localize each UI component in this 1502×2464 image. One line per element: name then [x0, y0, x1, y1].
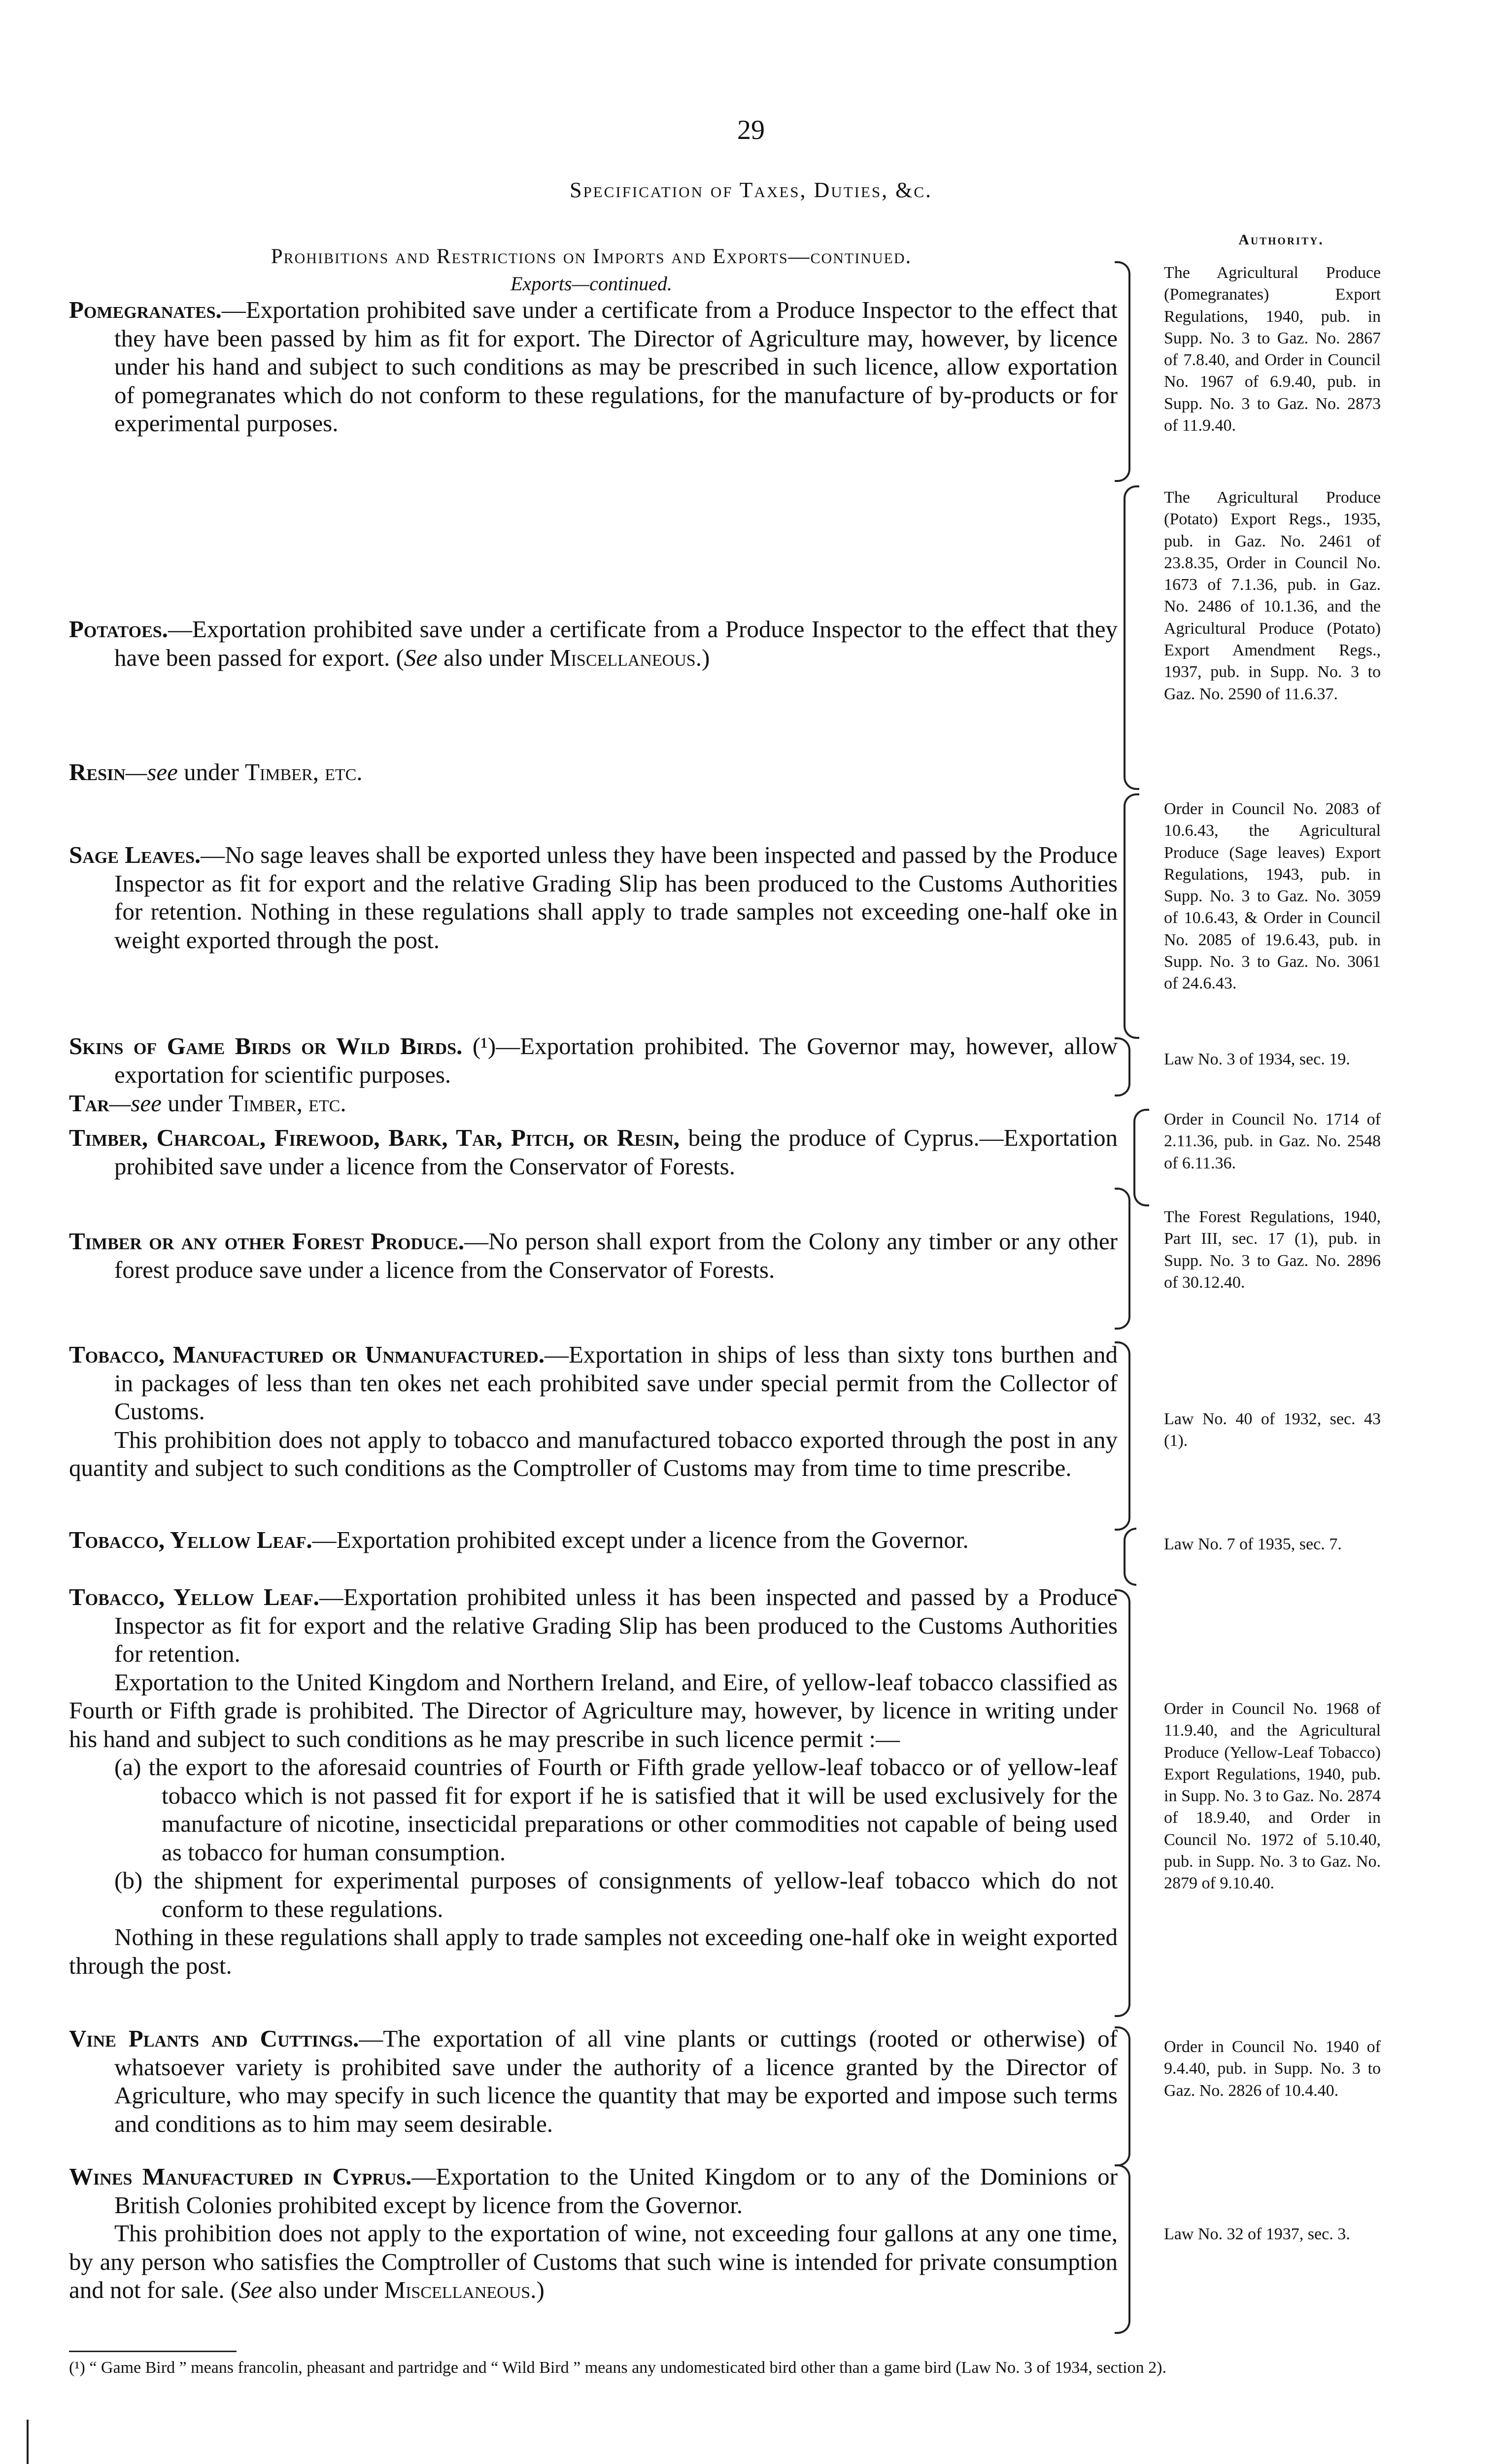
brace: [1124, 1528, 1136, 1586]
entry-title: Pomegranates.: [69, 296, 222, 323]
footnote-rule: [69, 2351, 237, 2352]
margin-mark: [27, 2420, 29, 2464]
footnote: [69, 2351, 1400, 2379]
entry-sage-leaves: Sage Leaves.—No sage leaves shall be exported unless they have been inspected and passed by the Produce Inspector as fit for export and the relative Grading Slip has been produced to the Customs Authorities for retention. Nothing in these regulations shall apply to trade samples not exceeding one-half oke in weight exported through the post.: [69, 841, 1118, 954]
brace: [1115, 1341, 1130, 1531]
authority-tobacco-manufactured: Law No. 40 of 1932, sec. 43 (1).: [1164, 1410, 1381, 1450]
entry-tobacco-manufactured: Tobacco, Manufactured or Unmanufactured.—Exportation in ships of less than sixty tons burthen and in packages of less than ten okes net each prohibited save under special permit from the Collector of Customs. This prohibition does not apply to tobacco and manufactured tobacco exported through the post in any quantity and subject to such conditions as the Comptroller of Customs may from time to time prescribe.: [69, 1341, 1118, 1481]
footnote-marker: (¹): [69, 2359, 85, 2377]
brace: [1115, 2164, 1130, 2334]
authority-wines: Law No. 32 of 1937, sec. 3.: [1164, 2225, 1350, 2243]
brace: [1115, 1037, 1130, 1096]
authority-column-heading: Authority.: [1238, 232, 1324, 248]
entry-text: —Exportation prohibited save under a certificate from a Produce Inspector to the effect that they have been passed by him as fit for export. The Director of Agriculture may, however, by licence under his hand and subject to such conditions as may be prescribed in such licence, allow exportation of pomegranates which do not conform to these regulations, for the manufacture of by-products or for experimental purposes.: [114, 296, 1118, 437]
authority-pomegranates: The Agricultural Produce (Pomegranates) Export Regulations, 1940, pub. in Supp. No. 3 to Gaz. No. 2867 of 7.8.40, and Order in Council No. 1967 of 6.9.40, pub. in Supp. No. 3 to Gaz. No. 2873 of 11.9.40.: [1164, 264, 1381, 435]
brace: [1124, 485, 1139, 790]
entry-timber-charcoal: Timber, Charcoal, Firewood, Bark, Tar, Pitch, or Resin, being the produce of Cyprus.—Exportation prohibited save under a licence from the Conservator of Forests.: [69, 1124, 1118, 1180]
brace: [1115, 261, 1130, 482]
sub-heading: Exports—continued.: [511, 273, 672, 295]
brace: [1133, 1109, 1149, 1206]
entry-title: Tobacco, Yellow Leaf.: [69, 1583, 319, 1610]
sub-item-b: (b) the shipment for experimental purposes of consignments of yellow-leaf tobacco which do not conform to these regulations.: [114, 1867, 1118, 1922]
entry-tobacco-yellow-leaf-inspection: Tobacco, Yellow Leaf.—Exportation prohibited unless it has been inspected and passed by a Produce Inspector as fit for export and the relative Grading Slip has been produced to the Customs Authorities for retention. Exportation to the United Kingdom and Northern Ireland, and Eire, of yellow-leaf tobacco classified as Fourth or Fifth grade is prohibited. The Director of Agriculture may, however, by licence in writing under his hand and subject to such conditions as he may prescribe in such licence permit :— (a) the export to the aforesaid countries of Fourth or Fifth grade yellow-leaf tobacco or of yellow-leaf tobacco which is not passed fit for export if he is satisfied that it will be used exclusively for the manufacture of nicotine, insecticidal preparations or other commodities not capable of being used as tobacco for human consumption. (b) the shipment for experimental purposes of consignments of yellow-leaf tobacco which do not conform to these regulations. Nothing in these regulations shall apply to trade samples not exceeding one-half oke in weight exported through the post.: [69, 1583, 1118, 1979]
authority-timber-charcoal: Order in Council No. 1714 of 2.11.36, pub. in Gaz. No. 2548 of 6.11.36.: [1164, 1110, 1381, 1172]
entry-timber-forest: Timber or any other Forest Produce.—No person shall export from the Colony any timber or any other forest produce save under a licence from the Conservator of Forests.: [69, 1228, 1118, 1283]
entry-title: Sage Leaves.: [69, 841, 201, 868]
entry-wines: Wines Manufactured in Cyprus.—Exportation to the United Kingdom or to any of the Dominions or British Colonies prohibited except by licence from the Governor. This prohibition does not apply to the exportation of wine, not exceeding four gallons at any one time, by any person who satisfies the Comptroller of Customs that such wine is intended for private consumption and not for sale. (See also under Miscellaneous.): [69, 2163, 1118, 2303]
authority-tobacco-yellow-leaf-inspection: Order in Council No. 1968 of 11.9.40, and the Agricultural Produce (Yellow-Leaf Tobacco) Export Regulations, 1940, pub. in Supp. No. 3 to Gaz. No. 2874 of 18.9.40, and Order in Council No. 1972 of 5.10.40, pub. in Supp. No. 3 to Gaz. No. 2879 of 9.10.40.: [1164, 1700, 1381, 1893]
section-heading: Prohibitions and Restrictions on Imports and Exports—continued.: [271, 245, 912, 268]
entry-vine-plants: Vine Plants and Cuttings.—The exportation of all vine plants or cuttings (rooted or otherwise) of whatsoever variety is prohibited save under the authority of a licence granted by the Director of Agriculture, who may specify in such licence the quantity that may be exported and impose such terms and conditions as to him may seem desirable.: [69, 2025, 1118, 2137]
entry-resin: Resin—see under Timber, etc.: [69, 758, 363, 786]
entry-title: Vine Plants and Cuttings.: [69, 2025, 359, 2052]
authority-skins-of-birds: Law No. 3 of 1934, sec. 19.: [1164, 1050, 1350, 1068]
brace: [1124, 793, 1139, 1039]
entry-title: Timber, Charcoal, Firewood, Bark, Tar, Pitch, or Resin,: [69, 1124, 680, 1151]
page-number: 29: [737, 115, 765, 145]
entry-potatoes: Potatoes.—Exportation prohibited save under a certificate from a Produce Inspector to the effect that they have been passed for export. (See also under Miscellaneous.): [69, 616, 1118, 671]
authority-tobacco-yellow-leaf-licence: Law No. 7 of 1935, sec. 7.: [1164, 1535, 1342, 1553]
running-title: Specification of Taxes, Duties, &c.: [569, 178, 933, 202]
entry-title: Timber or any other Forest Produce.: [69, 1228, 465, 1255]
entry-pomegranates: [69, 296, 1118, 438]
sub-item-a: (a) the export to the aforesaid countries of Fourth or Fifth grade yellow-leaf tobacco or of yellow-leaf tobacco which is not passed fit for export if he is satisfied that it will be used exclusively for the manufacture of nicotine, insecticidal preparations or other commodities not capable of being used as tobacco for human consumption.: [114, 1753, 1118, 1866]
footnote-text: “ Game Bird ” means francolin, pheasant and partridge and “ Wild Bird ” means any undomesticated bird other than a game bird (Law No. 3 of 1934, section 2).: [85, 2359, 1166, 2377]
entry-title: Wines Manufactured in Cyprus.: [69, 2163, 412, 2190]
entry-title: Tobacco, Yellow Leaf.: [69, 1526, 312, 1553]
entry-title: Tobacco, Manufactured or Unmanufactured.: [69, 1341, 545, 1368]
brace: [1115, 1589, 1130, 2017]
authority-sage-leaves: Order in Council No. 2083 of 10.6.43, the Agricultural Produce (Sage leaves) Export Regulations, 1943, pub. in Supp. No. 3 to Gaz. No. 3059 of 10.6.43, & Order in Council No. 2085 of 19.6.43, pub. in Supp. No. 3 to Gaz. No. 3061 of 24.6.43.: [1164, 800, 1381, 993]
authority-vine-plants: Order in Council No. 1940 of 9.4.40, pub. in Supp. No. 3 to Gaz. No. 2826 of 10.4.40.: [1164, 2038, 1381, 2100]
authority-potatoes: The Agricultural Produce (Potato) Export Regs., 1935, pub. in Gaz. No. 2461 of 23.8.35, Order in Council No. 1673 of 7.1.36, pub. in Gaz. No. 2486 of 10.1.36, and the Agricultural Produce (Potato) Export Amendment Regs., 1937, pub. in Supp. No. 3 to Gaz. No. 2590 of 11.6.37.: [1164, 488, 1381, 703]
entry-skins-of-birds: Skins of Game Birds or Wild Birds. (¹)—Exportation prohibited. The Governor may, however, allow exportation for scientific purposes.: [69, 1032, 1118, 1088]
entry-title: Skins of Game Birds or Wild Birds.: [69, 1032, 463, 1060]
authority-timber-forest: The Forest Regulations, 1940, Part III, sec. 17 (1), pub. in Supp. No. 3 to Gaz. No. 2896 of 30.12.40.: [1164, 1208, 1381, 1292]
brace: [1115, 2026, 1130, 2166]
brace: [1115, 1188, 1130, 1330]
entry-title: Potatoes.: [69, 616, 168, 643]
entry-tobacco-yellow-leaf-licence: Tobacco, Yellow Leaf.—Exportation prohibited except under a licence from the Governor.: [69, 1526, 969, 1553]
entry-tar: Tar—see under Timber, etc.: [69, 1090, 346, 1117]
